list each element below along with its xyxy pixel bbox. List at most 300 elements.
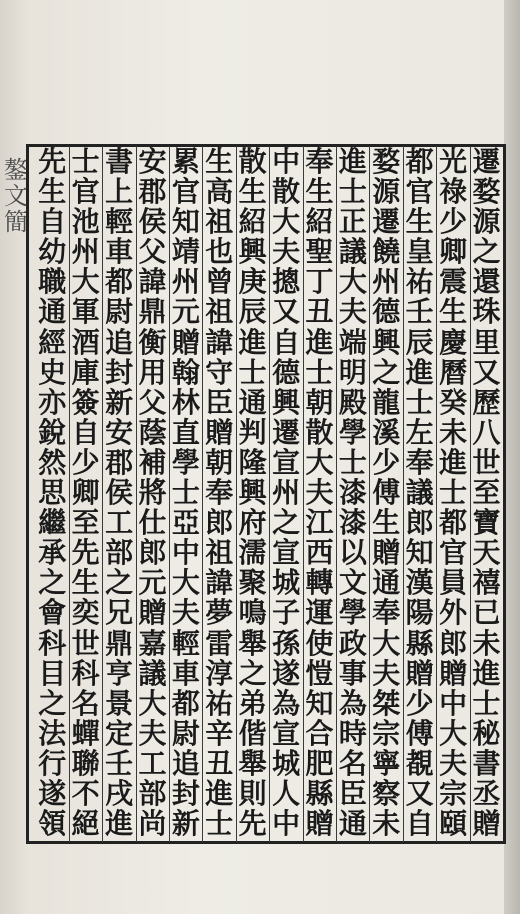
text-char: 偕 — [238, 716, 267, 750]
text-char: 大 — [171, 566, 200, 600]
text-char: 工 — [138, 746, 167, 780]
text-char: 為 — [338, 686, 367, 720]
text-char: 州 — [272, 476, 301, 510]
text-char: 上 — [105, 175, 134, 209]
text-char: 夫 — [372, 656, 401, 690]
text-char: 蟬 — [71, 716, 100, 750]
text-char: 還 — [472, 265, 501, 299]
text-char: 子 — [272, 596, 301, 630]
text-char: 目 — [38, 656, 67, 690]
text-char: 夫 — [305, 476, 334, 510]
text-char: 少 — [405, 686, 434, 720]
text-char: 使 — [305, 626, 334, 660]
text-char: 興 — [238, 476, 267, 510]
text-char: 領 — [38, 807, 67, 841]
text-char: 尉 — [171, 716, 200, 750]
text-char: 縣 — [405, 626, 434, 660]
text-char: 又 — [472, 355, 501, 389]
text-char: 仕 — [138, 506, 167, 540]
text-char: 父 — [138, 385, 167, 419]
text-char: 淳 — [205, 656, 234, 690]
text-char: 郎 — [439, 626, 468, 660]
text-char: 新 — [171, 807, 200, 841]
text-char: 丑 — [205, 746, 234, 780]
text-char: 遷 — [372, 205, 401, 239]
column-rule — [202, 146, 203, 842]
text-char: 贈 — [439, 656, 468, 690]
text-char: 興 — [238, 235, 267, 269]
text-char: 通 — [338, 807, 367, 841]
text-char: 州 — [171, 265, 200, 299]
text-char: 都 — [171, 686, 200, 720]
text-char: 朝 — [305, 385, 334, 419]
text-char: 大 — [272, 205, 301, 239]
text-char: 生 — [238, 175, 267, 209]
text-char: 文 — [338, 566, 367, 600]
text-char: 奉 — [405, 445, 434, 479]
margin-char: 鏊 — [4, 156, 28, 184]
text-char: 贈 — [472, 807, 501, 841]
text-char: 蔭 — [138, 415, 167, 449]
text-char: 祖 — [205, 205, 234, 239]
column-rule — [303, 146, 304, 842]
text-char: 以 — [338, 536, 367, 570]
text-char: 都 — [105, 265, 134, 299]
text-char: 都 — [405, 145, 434, 178]
text-char: 侯 — [138, 205, 167, 239]
text-char: 州 — [372, 265, 401, 299]
text-char: 侯 — [105, 476, 134, 510]
text-char: 新 — [105, 385, 134, 419]
text-char: 之 — [238, 656, 267, 690]
text-char: 少 — [71, 445, 100, 479]
text-char: 通 — [372, 566, 401, 600]
text-char: 奉 — [372, 596, 401, 630]
text-char: 轉 — [305, 566, 334, 600]
margin-char: 文 — [4, 182, 28, 210]
text-char: 興 — [272, 385, 301, 419]
text-char: 舉 — [238, 626, 267, 660]
text-char: 封 — [171, 776, 200, 810]
text-column — [437, 145, 470, 841]
text-column — [270, 145, 303, 841]
text-char: 通 — [38, 295, 67, 329]
text-char: 弟 — [238, 686, 267, 720]
column-rule — [470, 146, 471, 842]
text-char: 簽 — [71, 385, 100, 419]
text-char: 贈 — [171, 325, 200, 359]
text-char: 至 — [71, 506, 100, 540]
text-char: 用 — [138, 355, 167, 389]
text-char: 饒 — [372, 235, 401, 269]
text-char: 八 — [472, 415, 501, 449]
text-char: 學 — [338, 596, 367, 630]
text-char: 學 — [171, 445, 200, 479]
text-char: 正 — [338, 205, 367, 239]
text-char: 夫 — [439, 746, 468, 780]
text-char: 壬 — [105, 746, 134, 780]
text-char: 之 — [472, 235, 501, 269]
text-char: 傅 — [372, 476, 401, 510]
text-char: 之 — [38, 686, 67, 720]
text-column — [103, 145, 136, 841]
text-char: 郡 — [138, 175, 167, 209]
text-char: 庚 — [238, 265, 267, 299]
text-char: 科 — [38, 626, 67, 660]
column-rule — [436, 146, 437, 842]
text-char: 史 — [38, 355, 67, 389]
text-char: 鳴 — [238, 596, 267, 630]
text-char: 諱 — [205, 566, 234, 600]
text-char: 孫 — [272, 626, 301, 660]
text-char: 父 — [138, 235, 167, 269]
text-char: 宣 — [272, 445, 301, 479]
text-char: 車 — [105, 235, 134, 269]
text-char: 中 — [272, 807, 301, 841]
text-char: 進 — [338, 145, 367, 178]
text-char: 未 — [472, 626, 501, 660]
text-char: 左 — [405, 415, 434, 449]
text-char: 定 — [105, 716, 134, 750]
text-char: 生 — [71, 566, 100, 600]
text-char: 鼎 — [138, 295, 167, 329]
text-char: 安 — [138, 145, 167, 178]
text-char: 補 — [138, 445, 167, 479]
text-char: 紹 — [305, 205, 334, 239]
text-char: 臣 — [205, 385, 234, 419]
text-char: 宗 — [372, 716, 401, 750]
text-char: 高 — [205, 175, 234, 209]
text-char: 夢 — [205, 596, 234, 630]
text-column — [169, 145, 202, 841]
text-char: 奉 — [305, 145, 334, 178]
text-char: 贈 — [405, 656, 434, 690]
text-char: 戌 — [105, 776, 134, 810]
text-char: 累 — [171, 145, 200, 178]
text-char: 議 — [405, 476, 434, 510]
text-char: 衡 — [138, 325, 167, 359]
text-char: 辰 — [238, 295, 267, 329]
text-char: 安 — [105, 415, 134, 449]
text-char: 桀 — [372, 686, 401, 720]
text-char: 法 — [38, 716, 67, 750]
text-char: 池 — [71, 205, 100, 239]
text-column — [236, 145, 269, 841]
column-rule — [136, 146, 137, 842]
text-char: 已 — [472, 596, 501, 630]
text-char: 大 — [372, 626, 401, 660]
text-char: 議 — [338, 235, 367, 269]
text-char: 至 — [472, 476, 501, 510]
text-column — [303, 145, 336, 841]
column-rule — [102, 146, 103, 842]
text-char: 辛 — [205, 716, 234, 750]
text-char: 生 — [405, 205, 434, 239]
text-char: 聖 — [305, 235, 334, 269]
text-char: 合 — [305, 716, 334, 750]
text-char: 尚 — [138, 807, 167, 841]
text-column — [403, 145, 436, 841]
text-char: 癸 — [439, 385, 468, 419]
text-char: 德 — [272, 355, 301, 389]
text-char: 兄 — [105, 596, 134, 630]
text-char: 郎 — [138, 536, 167, 570]
text-char: 議 — [138, 656, 167, 690]
text-char: 知 — [405, 536, 434, 570]
text-char: 先 — [38, 145, 67, 178]
text-char: 天 — [472, 536, 501, 570]
text-char: 城 — [272, 746, 301, 780]
text-char: 知 — [171, 205, 200, 239]
text-char: 陽 — [405, 596, 434, 630]
text-char: 士 — [205, 807, 234, 841]
text-char: 判 — [238, 415, 267, 449]
column-rule — [69, 146, 70, 842]
text-char: 士 — [71, 145, 100, 178]
text-char: 之 — [105, 566, 134, 600]
text-char: 臣 — [338, 776, 367, 810]
text-char: 士 — [338, 445, 367, 479]
text-char: 未 — [372, 807, 401, 841]
text-char: 夫 — [138, 716, 167, 750]
text-char: 隆 — [238, 445, 267, 479]
text-char: 亦 — [38, 385, 67, 419]
text-char: 府 — [238, 506, 267, 540]
text-char: 溪 — [372, 415, 401, 449]
text-char: 外 — [439, 596, 468, 630]
text-char: 祐 — [405, 265, 434, 299]
text-char: 也 — [205, 235, 234, 269]
text-char: 直 — [171, 415, 200, 449]
text-char: 自 — [38, 205, 67, 239]
text-char: 進 — [405, 355, 434, 389]
text-char: 尉 — [105, 295, 134, 329]
text-char: 大 — [338, 265, 367, 299]
text-char: 官 — [405, 175, 434, 209]
text-char: 夫 — [272, 235, 301, 269]
text-char: 諱 — [205, 325, 234, 359]
text-char: 靖 — [171, 235, 200, 269]
text-char: 震 — [439, 265, 468, 299]
text-char: 奕 — [71, 596, 100, 630]
text-char: 皇 — [405, 235, 434, 269]
text-char: 覩 — [405, 746, 434, 780]
text-char: 則 — [238, 776, 267, 810]
text-char: 郎 — [405, 506, 434, 540]
text-char: 進 — [472, 656, 501, 690]
text-char: 端 — [338, 325, 367, 359]
text-char: 嘉 — [138, 626, 167, 660]
text-char: 贈 — [138, 596, 167, 630]
text-char: 珠 — [472, 295, 501, 329]
text-column — [69, 145, 102, 841]
text-char: 少 — [372, 445, 401, 479]
text-char: 行 — [38, 746, 67, 780]
text-char: 世 — [472, 445, 501, 479]
text-char: 紹 — [238, 205, 267, 239]
text-char: 婺 — [472, 175, 501, 209]
text-char: 自 — [272, 325, 301, 359]
text-char: 士 — [171, 476, 200, 510]
text-column — [370, 145, 403, 841]
column-rule — [169, 146, 170, 842]
text-char: 輕 — [171, 626, 200, 660]
text-char: 卿 — [439, 235, 468, 269]
text-char: 舉 — [238, 746, 267, 780]
text-char: 祖 — [205, 295, 234, 329]
text-char: 曾 — [205, 265, 234, 299]
text-char: 西 — [305, 536, 334, 570]
text-char: 銳 — [38, 415, 67, 449]
text-char: 宣 — [272, 716, 301, 750]
text-char: 大 — [439, 716, 468, 750]
text-char: 夫 — [171, 596, 200, 630]
text-char: 贈 — [305, 807, 334, 841]
text-column — [36, 145, 69, 841]
text-column — [336, 145, 369, 841]
text-char: 壬 — [405, 295, 434, 329]
text-char: 漆 — [338, 506, 367, 540]
text-char: 鼎 — [105, 626, 134, 660]
text-char: 江 — [305, 506, 334, 540]
text-char: 元 — [138, 566, 167, 600]
text-char: 宣 — [272, 536, 301, 570]
text-char: 諱 — [138, 265, 167, 299]
text-char: 守 — [205, 355, 234, 389]
text-char: 婺 — [372, 145, 401, 178]
text-char: 追 — [105, 325, 134, 359]
text-char: 遷 — [472, 145, 501, 178]
text-char: 大 — [138, 686, 167, 720]
text-char: 幼 — [38, 235, 67, 269]
text-char: 興 — [372, 325, 401, 359]
text-char: 部 — [105, 536, 134, 570]
text-char: 宗 — [439, 776, 468, 810]
text-char: 明 — [338, 355, 367, 389]
text-char: 名 — [71, 686, 100, 720]
text-char: 酒 — [71, 325, 100, 359]
text-char: 時 — [338, 716, 367, 750]
text-char: 祿 — [439, 175, 468, 209]
text-char: 軍 — [71, 295, 100, 329]
text-char: 會 — [38, 596, 67, 630]
text-char: 都 — [439, 506, 468, 540]
text-char: 聯 — [71, 746, 100, 780]
text-char: 將 — [138, 476, 167, 510]
text-char: 少 — [439, 205, 468, 239]
text-char: 德 — [372, 295, 401, 329]
text-char: 又 — [272, 295, 301, 329]
text-char: 進 — [238, 325, 267, 359]
text-char: 縣 — [305, 776, 334, 810]
text-char: 官 — [71, 175, 100, 209]
text-char: 士 — [405, 385, 434, 419]
text-char: 事 — [338, 656, 367, 690]
text-char: 郎 — [205, 506, 234, 540]
column-rule — [369, 146, 370, 842]
margin-title — [4, 150, 28, 840]
text-char: 遂 — [38, 776, 67, 810]
text-char: 州 — [71, 235, 100, 269]
text-char: 之 — [38, 566, 67, 600]
text-char: 生 — [205, 145, 234, 178]
text-char: 士 — [305, 355, 334, 389]
text-char: 士 — [338, 175, 367, 209]
text-char: 先 — [71, 536, 100, 570]
text-char: 經 — [38, 325, 67, 359]
text-char: 之 — [372, 355, 401, 389]
page-edge — [504, 0, 520, 914]
text-char: 學 — [338, 415, 367, 449]
text-char: 傅 — [405, 716, 434, 750]
text-char: 肥 — [305, 746, 334, 780]
text-char: 散 — [272, 175, 301, 209]
text-char: 中 — [439, 686, 468, 720]
text-char: 員 — [439, 566, 468, 600]
text-char: 封 — [105, 355, 134, 389]
text-char: 愷 — [305, 656, 334, 690]
text-char: 自 — [71, 415, 100, 449]
text-char: 生 — [372, 506, 401, 540]
text-char: 寶 — [472, 506, 501, 540]
text-char: 運 — [305, 596, 334, 630]
text-char: 景 — [105, 686, 134, 720]
text-char: 奉 — [205, 476, 234, 510]
text-char: 為 — [272, 686, 301, 720]
text-char: 雷 — [205, 626, 234, 660]
text-char: 亨 — [105, 656, 134, 690]
text-char: 光 — [439, 145, 468, 178]
text-char: 聚 — [238, 566, 267, 600]
text-char: 散 — [305, 415, 334, 449]
text-char: 進 — [439, 445, 468, 479]
text-char: 龍 — [372, 385, 401, 419]
text-char: 之 — [272, 506, 301, 540]
text-char: 殿 — [338, 385, 367, 419]
text-char: 中 — [272, 145, 301, 178]
column-rule — [403, 146, 404, 842]
text-char: 亞 — [171, 506, 200, 540]
text-char: 不 — [71, 776, 100, 810]
text-char: 里 — [472, 325, 501, 359]
text-char: 贈 — [205, 415, 234, 449]
text-char: 辰 — [405, 325, 434, 359]
text-char: 大 — [71, 265, 100, 299]
text-char: 官 — [439, 536, 468, 570]
text-char: 職 — [38, 265, 67, 299]
text-char: 政 — [338, 626, 367, 660]
text-char: 官 — [171, 175, 200, 209]
text-char: 丞 — [472, 776, 501, 810]
column-rule — [269, 146, 270, 842]
text-char: 庫 — [71, 355, 100, 389]
text-char: 贈 — [372, 536, 401, 570]
text-char: 秘 — [472, 716, 501, 750]
text-char: 夫 — [338, 295, 367, 329]
text-char: 未 — [439, 415, 468, 449]
text-char: 自 — [405, 807, 434, 841]
text-char: 摠 — [272, 265, 301, 299]
text-char: 頤 — [439, 807, 468, 841]
text-char: 郡 — [105, 445, 134, 479]
text-char: 散 — [238, 145, 267, 178]
text-char: 進 — [105, 807, 134, 841]
text-column — [136, 145, 169, 841]
text-char: 慶 — [439, 325, 468, 359]
text-char: 書 — [105, 145, 134, 178]
text-char: 生 — [305, 175, 334, 209]
text-char: 祐 — [205, 686, 234, 720]
